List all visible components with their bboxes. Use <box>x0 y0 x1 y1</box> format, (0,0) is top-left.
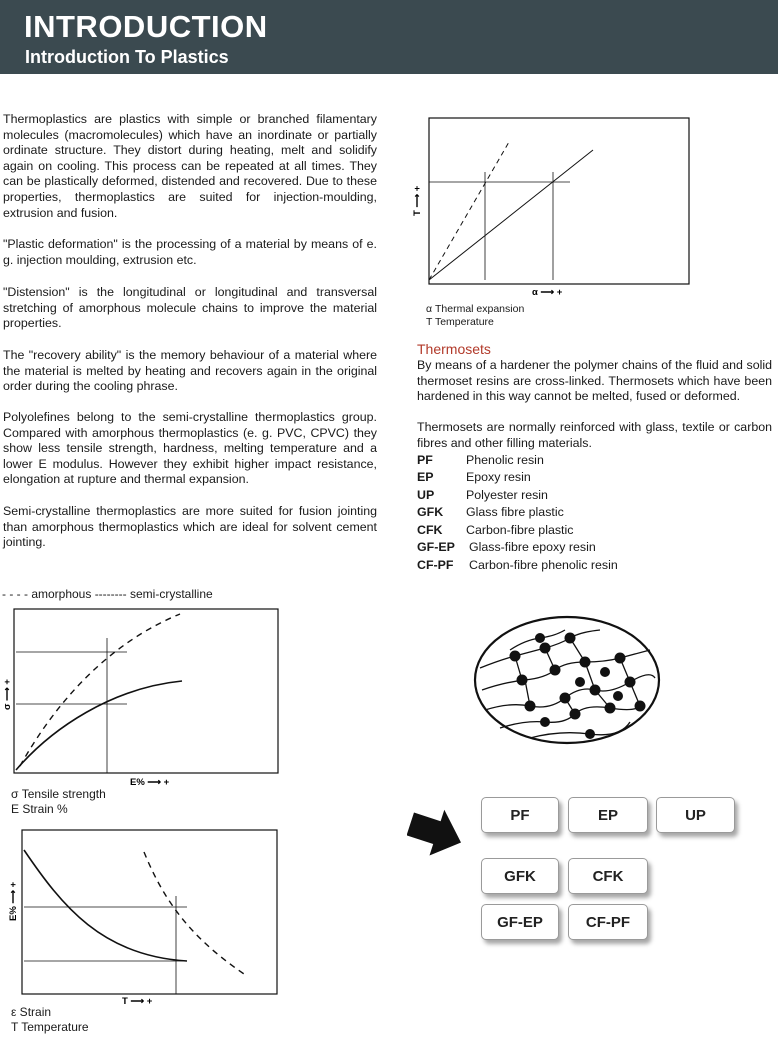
chart2-semicrystalline-curve <box>16 681 182 770</box>
thermosets-heading: Thermosets <box>417 341 491 357</box>
chart3-note-temp: T Temperature <box>11 1020 89 1034</box>
arrow-right-icon <box>407 802 467 858</box>
resin-box-pf: PF <box>481 797 559 833</box>
abbr-code: CF-PF <box>417 558 454 572</box>
crosslinked-molecule-illustration <box>470 610 666 750</box>
resin-box-gfk: GFK <box>481 858 559 894</box>
chart2-note-strain: E Strain % <box>11 802 68 816</box>
resin-box-cfk: CFK <box>568 858 648 894</box>
abbreviation-row <box>417 523 573 538</box>
chart3-frame <box>22 830 277 994</box>
chart2-frame <box>14 609 278 773</box>
chart3-ylabel: E% ⟶ + <box>8 881 19 921</box>
resin-box-ep: EP <box>568 797 648 833</box>
abbreviation-row <box>417 505 564 520</box>
thermosets-paragraph-2: Thermosets are normally reinforced with glass, textile or carbon fibres and other filling materials. <box>417 420 772 450</box>
abbr-code: EP <box>417 470 434 484</box>
paragraph-recovery: The "recovery ability" is the memory behaviour of a material where the material is melted by heating and recovers again in the original order during the cooling phrase. <box>3 348 377 394</box>
thermosets-paragraph-1: By means of a hardener the polymer chains of the fluid and solid thermoset resins are cross-linked. Thermosets which have been hardened in this way cannot be melted, fused or deformed. <box>417 358 772 404</box>
molecule-crosslink-nodes <box>510 633 646 740</box>
abbreviation-row <box>417 540 596 555</box>
chart1-semicrystalline-line <box>429 150 593 280</box>
chart2-xlabel: E% ⟶ + <box>130 777 170 788</box>
abbr-name: Glass-fibre epoxy resin <box>469 540 596 554</box>
abbr-name: Polyester resin <box>466 488 548 502</box>
abbr-code: UP <box>417 488 435 502</box>
chart2-amorphous-curve <box>20 614 180 766</box>
chart1-note-alpha: α Thermal expansion <box>426 303 525 315</box>
chart3-xlabel: T ⟶ + <box>122 996 153 1006</box>
abbr-name: Phenolic resin <box>466 453 544 467</box>
page-title: INTRODUCTION <box>24 9 268 44</box>
chart1-amorphous-line <box>429 142 509 280</box>
chart1-note-temp: T Temperature <box>426 316 494 328</box>
abbr-name: Carbon-fibre phenolic resin <box>469 558 618 572</box>
page-subtitle: Introduction To Plastics <box>25 47 229 67</box>
chart3-note-epsilon: ε Strain <box>11 1005 52 1019</box>
resin-box-gf-ep: GF-EP <box>481 904 559 940</box>
abbr-name: Carbon-fibre plastic <box>466 523 574 537</box>
abbr-code: GF-EP <box>417 540 455 554</box>
chart2-note-sigma: σ Tensile strength <box>11 787 106 801</box>
chart-thermal-expansion <box>412 112 702 298</box>
abbreviation-row <box>417 453 544 468</box>
abbr-name: Glass fibre plastic <box>466 505 564 519</box>
abbreviation-row <box>417 488 548 503</box>
abbreviation-row <box>417 558 618 573</box>
paragraph-thermoplastics: Thermoplastics are plastics with simple or branched filamentary molecules (macromolecules) which have an inordinate or partially ordinate structure. They distort during heating, melt and solidify again on cooling. This process can be repeated at all times. They can be plastically deformed, distended and recovered. Due to these properties, thermoplastics are suited for injection-moulding, extrusion and fusion. <box>3 112 377 220</box>
paragraph-polyolefines: Polyolefines belong to the semi-crystalline thermoplastics group. Compared with amorphous thermoplastics (e. g. PVC, CPVC) they show less tensile strength, hardness, melting temperature and a lower E modulus. However they exhibit higher impact resistance, elongation at rupture and thermal expansion. <box>3 410 377 487</box>
chart1-frame <box>429 118 689 284</box>
abbr-name: Epoxy resin <box>466 470 531 484</box>
resin-box-cf-pf: CF-PF <box>568 904 648 940</box>
chart2-ylabel: σ ⟶ + <box>2 679 13 710</box>
abbreviation-row <box>417 470 531 485</box>
paragraph-distension: "Distension" is the longitudinal or longitudinal and transversal stretching of amorphous molecule chains to improve the material properties. <box>3 285 377 331</box>
legend-line: - - - - amorphous -------- semi-crystalline <box>2 587 213 601</box>
chart1-xlabel: α ⟶ + <box>532 287 563 298</box>
paragraph-plastic-deformation: "Plastic deformation" is the processing of a material by means of e. g. injection moulding, extrusion etc. <box>3 237 377 267</box>
paragraph-semi-crystalline: Semi-crystalline thermoplastics are more suited for fusion jointing than amorphous thermoplastics which are ideal for solvent cement jointing. <box>3 504 377 550</box>
chart-strain-temperature <box>2 826 287 1006</box>
page-header <box>0 0 778 74</box>
abbr-code: PF <box>417 453 433 467</box>
chart3-semicrystalline-curve <box>24 850 187 961</box>
abbr-code: GFK <box>417 505 444 519</box>
resin-box-up: UP <box>656 797 735 833</box>
chart-tensile-strength <box>2 608 287 788</box>
chart1-ylabel: T ⟶ + <box>412 185 423 216</box>
abbr-code: CFK <box>417 523 443 537</box>
